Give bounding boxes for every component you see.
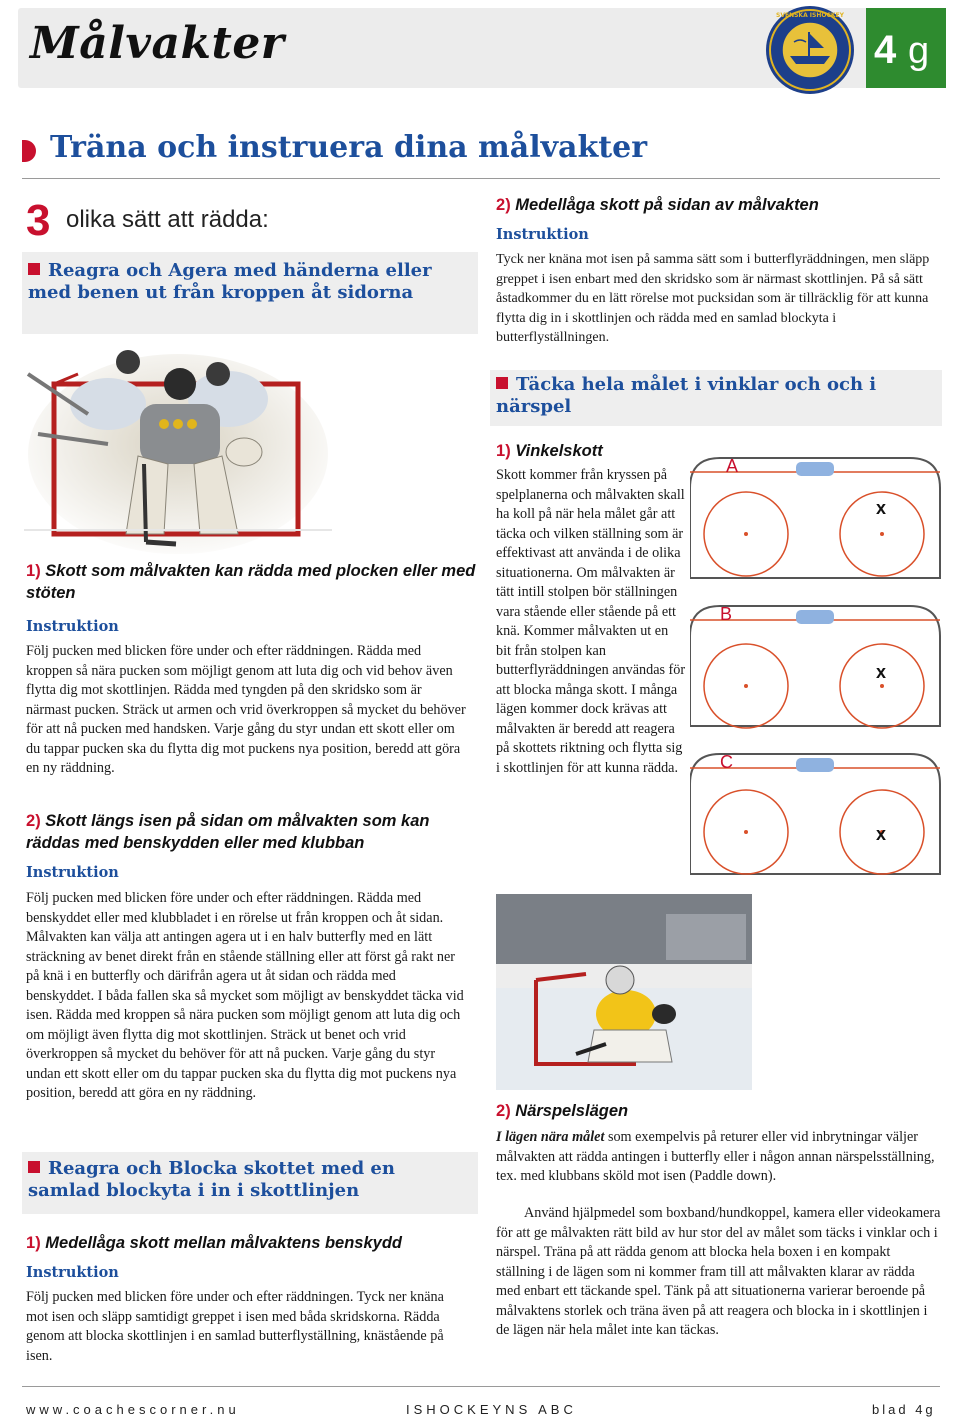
section1-item2-heading: 2) Skott längs isen på sidan om målvakten som kan räddas med benskydden eller med klubban [26, 812, 430, 852]
item-number: 2 [496, 1102, 506, 1120]
heading-divider [22, 178, 940, 179]
main-heading-text: Träna och instruera dina målvakter [50, 130, 648, 165]
intro-text: olika sätt att rädda: [66, 206, 269, 233]
footer-publication: ISHOCKEYNS ABC [406, 1402, 577, 1417]
rink-diagram-b [690, 604, 940, 728]
section2-item2-heading: 2) Medellåga skott på sidan av målvakten [496, 196, 819, 214]
rink-label-c: C [720, 752, 733, 772]
shot-marker-icon: x [876, 662, 887, 682]
section1-item1-body: Följ pucken med blicken före under och efter räddningen. Rädda med kroppen så nära pucken som möjligt genom att luta dig och vid behov även flytta dig mot skottlinjen. Rädda med tyngden på den skridsko som är närmast pucken. Sträck ut armen och vrid överkroppen så mycket du behöver för att nå pucken med handsken. Varje gång du styr undan ett skott eller om du tappar pucken ska du flytta dig mot puckens nya position, beredd att göra en ny räddning. [26, 643, 466, 776]
item-heading-text: Medellåga skott på sidan av målvakten [515, 196, 819, 214]
section3-title [496, 374, 936, 418]
item-number: 1 [26, 1234, 36, 1252]
section2-title-text: Reagra och Blocka skottet med en samlad blockyta i in i skottlinjen [28, 1158, 395, 1201]
federation-crest-logo [764, 4, 856, 96]
item-number: 2 [496, 196, 506, 214]
instruction-label: Instruktion [26, 864, 119, 881]
item-heading-text: Skott som målvakten kan rädda med plocken eller med stöten [26, 562, 476, 602]
item-heading-text: Medellåga skott mellan målvaktens benskydd [45, 1234, 402, 1252]
section1-item1-heading: 1) Skott som målvakten kan rädda med plocken eller med stöten [26, 562, 476, 602]
rink-diagram-c [690, 752, 940, 874]
heading-bullet [22, 140, 36, 162]
footer-divider [22, 1386, 940, 1387]
page-header [0, 0, 960, 96]
page-number-tab [866, 8, 946, 88]
section3-title-text: Täcka hela målet i vinklar och och i närspel [496, 374, 877, 417]
section3-item1-body: Skott kommer från kryssen på spelplanerna och målvakten skall ha koll på när hela målet går att täcka och vilken ställning som är effektivast att använda i de olika situationerna. Om målvakten är tätt intill stolpen bör ställningen vara stående eller stående på ett knä. Kommer målvakten ut en bit från stolpen kan butterflyräddningen användas för att blocka många skott. I många lägen kommer dock krävas att målvakten är beredd att reagera på skottets riktning och flytta sig i skottlinjen för att kunna rädda. [496, 467, 686, 776]
section2-item1-heading: 1) Medellåga skott mellan målvaktens benskydd [26, 1234, 402, 1252]
square-bullet-icon [496, 377, 508, 389]
section3-item2-heading: 2) Närspelslägen [496, 1102, 629, 1120]
rink-diagram-a [690, 456, 940, 578]
lead-body-text: som exempelvis på returer eller vid inbrytningar väljer målvakten att rädda antingen i butterfly eller i någon annan närspelsställning, tex. med klubbans sköld mot isen (Paddle down). [496, 1129, 935, 1184]
section2-box [22, 1152, 478, 1214]
section3-box [490, 370, 942, 426]
section2-title [28, 1158, 472, 1202]
instruction-label: Instruktion [26, 618, 119, 635]
section3-item2-body [496, 1128, 946, 1187]
section1-item2-body: Följ pucken med blicken före under och efter räddningen. Rädda med benskyddet eller med klubbladet i en rörelse ut från kroppen och åt sidan. Målvakten kan välja att antingen agera ut i en halv butterfly med en lätt sträckning av benet direkt från en stående ställning eller att först gå rakt ner på knä i en butterfly och därifrån agera ut åt sidan och rädda med benskyddet. I båda fallen ska så mycket som möjligt av benskyddet täcka vid isen. Rädda med kroppen så nära pucken som möjligt genom att luta dig och om möjligt även flytta dig mot skottlinjen. Sträck ut benet och vrid överkroppen så mycket du behöver för att nå pucken. Varje gång du styr undan ett skott eller om du tappar pucken ska du flytta dig mot puckens nya position, beredd att göra en ny räddning. [26, 890, 464, 1101]
page-number: 4 [874, 28, 897, 72]
rink-label-a: A [726, 456, 739, 476]
page-title: Målvakter [30, 18, 285, 69]
rink-angle-diagrams [690, 448, 946, 884]
goalkeeper-butterfly-photo [496, 894, 752, 1090]
square-bullet-icon [28, 1161, 40, 1173]
section2-item1-body: Följ pucken med blicken före under och efter räddningen. Tyck ner knäna mot isen och släpp samtidigt greppet i isen med båda skridskorna. Rädda genom att blocka skottlinjen i en samlad butterflyställning, knästående på isen. [26, 1289, 444, 1364]
item-heading-text: Vinkelskott [515, 442, 603, 460]
section3-closing-paragraph: Använd hjälpmedel som boxband/hundkoppel, kamera eller videokamera för att ge målvakten rätt bild av hur stor del av målet som täcks i vinklar och i närspel. Träna på att rädda genom att blocka hela boxen i en kompakt ställning i de lägen som ni kommer fram till att målvakten klarar av rädda med enbart ett täckande spel. Tänk på att situationerna varierar beroende på målvaktens storlek och träna även på att reagera och blocka in i skottlinjen i de lägen när hela målet inte kan täckas. [496, 1205, 941, 1338]
footer-website-link[interactable]: www.coachescorner.nu [26, 1402, 240, 1417]
instruction-label: Instruktion [26, 1264, 119, 1281]
shot-marker-icon: x [876, 498, 887, 518]
rink-label-b: B [720, 604, 733, 624]
item-number: 1 [496, 442, 506, 460]
footer-page-label: blad 4g [872, 1402, 936, 1417]
square-bullet-icon [28, 263, 40, 275]
section1-box [22, 252, 478, 334]
goalkeeper-composite-photo [18, 344, 338, 554]
section3-item1-heading: 1) Vinkelskott [496, 442, 603, 460]
section1-title-text: Reagra och Agera med händerna eller med benen ut från kroppen åt sidorna [28, 260, 432, 303]
section1-title [28, 260, 472, 304]
section2-item2-body: Tyck ner knäna mot isen på samma sätt som i butterflyräddningen, men släpp greppet i isen enbart med den skridsko som är närmast skottlinjen. På så sätt åstadkommer du en lätt rörelse mot pucksidan som är tillräcklig för att kunna flytta dig in i skottlinjen och rädda med en samlad blockyta i butterflyställningen. [496, 252, 930, 345]
item-number: 2 [26, 812, 36, 830]
item-number: 1 [26, 562, 36, 580]
page-letter: g [908, 30, 930, 72]
lead-emphasis: I lägen nära målet [496, 1129, 605, 1145]
item-heading-text: Närspelslägen [515, 1102, 629, 1120]
intro-number: 3 [26, 196, 51, 245]
instruction-label: Instruktion [496, 226, 589, 243]
svg-text:SVENSKA ISHOCKEY: SVENSKA ISHOCKEY [776, 12, 844, 19]
item-heading-text: Skott längs isen på sidan om målvakten som kan räddas med benskydden eller med klubban [26, 812, 430, 852]
shot-marker-icon: x [876, 824, 887, 844]
